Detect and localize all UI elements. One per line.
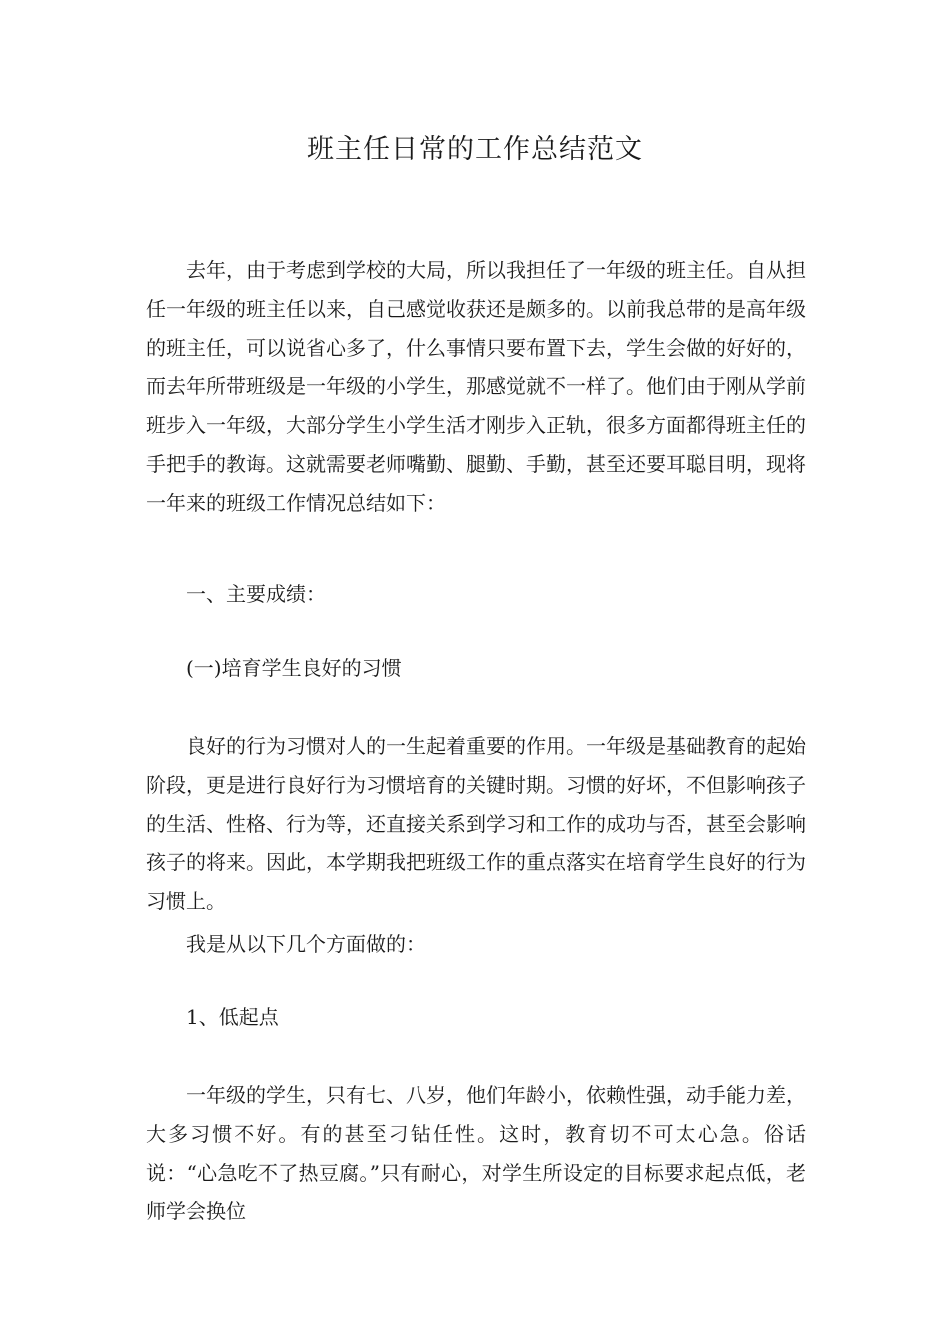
aspects-intro: 我是从以下几个方面做的： [186, 932, 426, 956]
habits-paragraph: 良好的行为习惯对人的一生起着重要的作用。一年级是基础教育的起始阶段，更是进行良好行为习惯培育的关键时期。习惯的好坏，不但影响孩子的生活、性格、行为等，还直接关系到学习和工作的成功与否，甚至会影响孩子的将来。因此，本学期我把班级工作的重点落实在培育学生良好的行为习惯上。 [146, 734, 806, 914]
point-heading: 1、低起点 [186, 1005, 279, 1029]
point-paragraph: 一年级的学生，只有七、八岁，他们年龄小，依赖性强，动手能力差，大多习惯不好。有的甚至刁钻任性。这时，教育切不可太心急。俗话说：“心急吃不了热豆腐。”只有耐心，对学生所设定的目标要求起点低，老师学会换位 [146, 1083, 806, 1224]
page-title: 班主任日常的工作总结范文 [307, 134, 643, 165]
section-heading: 一、主要成绩： [186, 582, 326, 606]
subsection-heading: (一)培育学生良好的习惯 [186, 656, 402, 680]
intro-paragraph: 去年，由于考虑到学校的大局，所以我担任了一年级的班主任。自从担任一年级的班主任以来，自己感觉收获还是颇多的。以前我总带的是高年级的班主任，可以说省心多了，什么事情只要布置下去，学生会做的好好的，而去年所带班级是一年级的小学生，那感觉就不一样了。他们由于刚从学前班步入一年级，大部分学生小学生活才刚步入正轨，很多方面都得班主任的手把手的教诲。这就需要老师嘴勤、腿勤、手勤，甚至还要耳聪目明，现将一年来的班级工作情况总结如下： [146, 258, 806, 515]
